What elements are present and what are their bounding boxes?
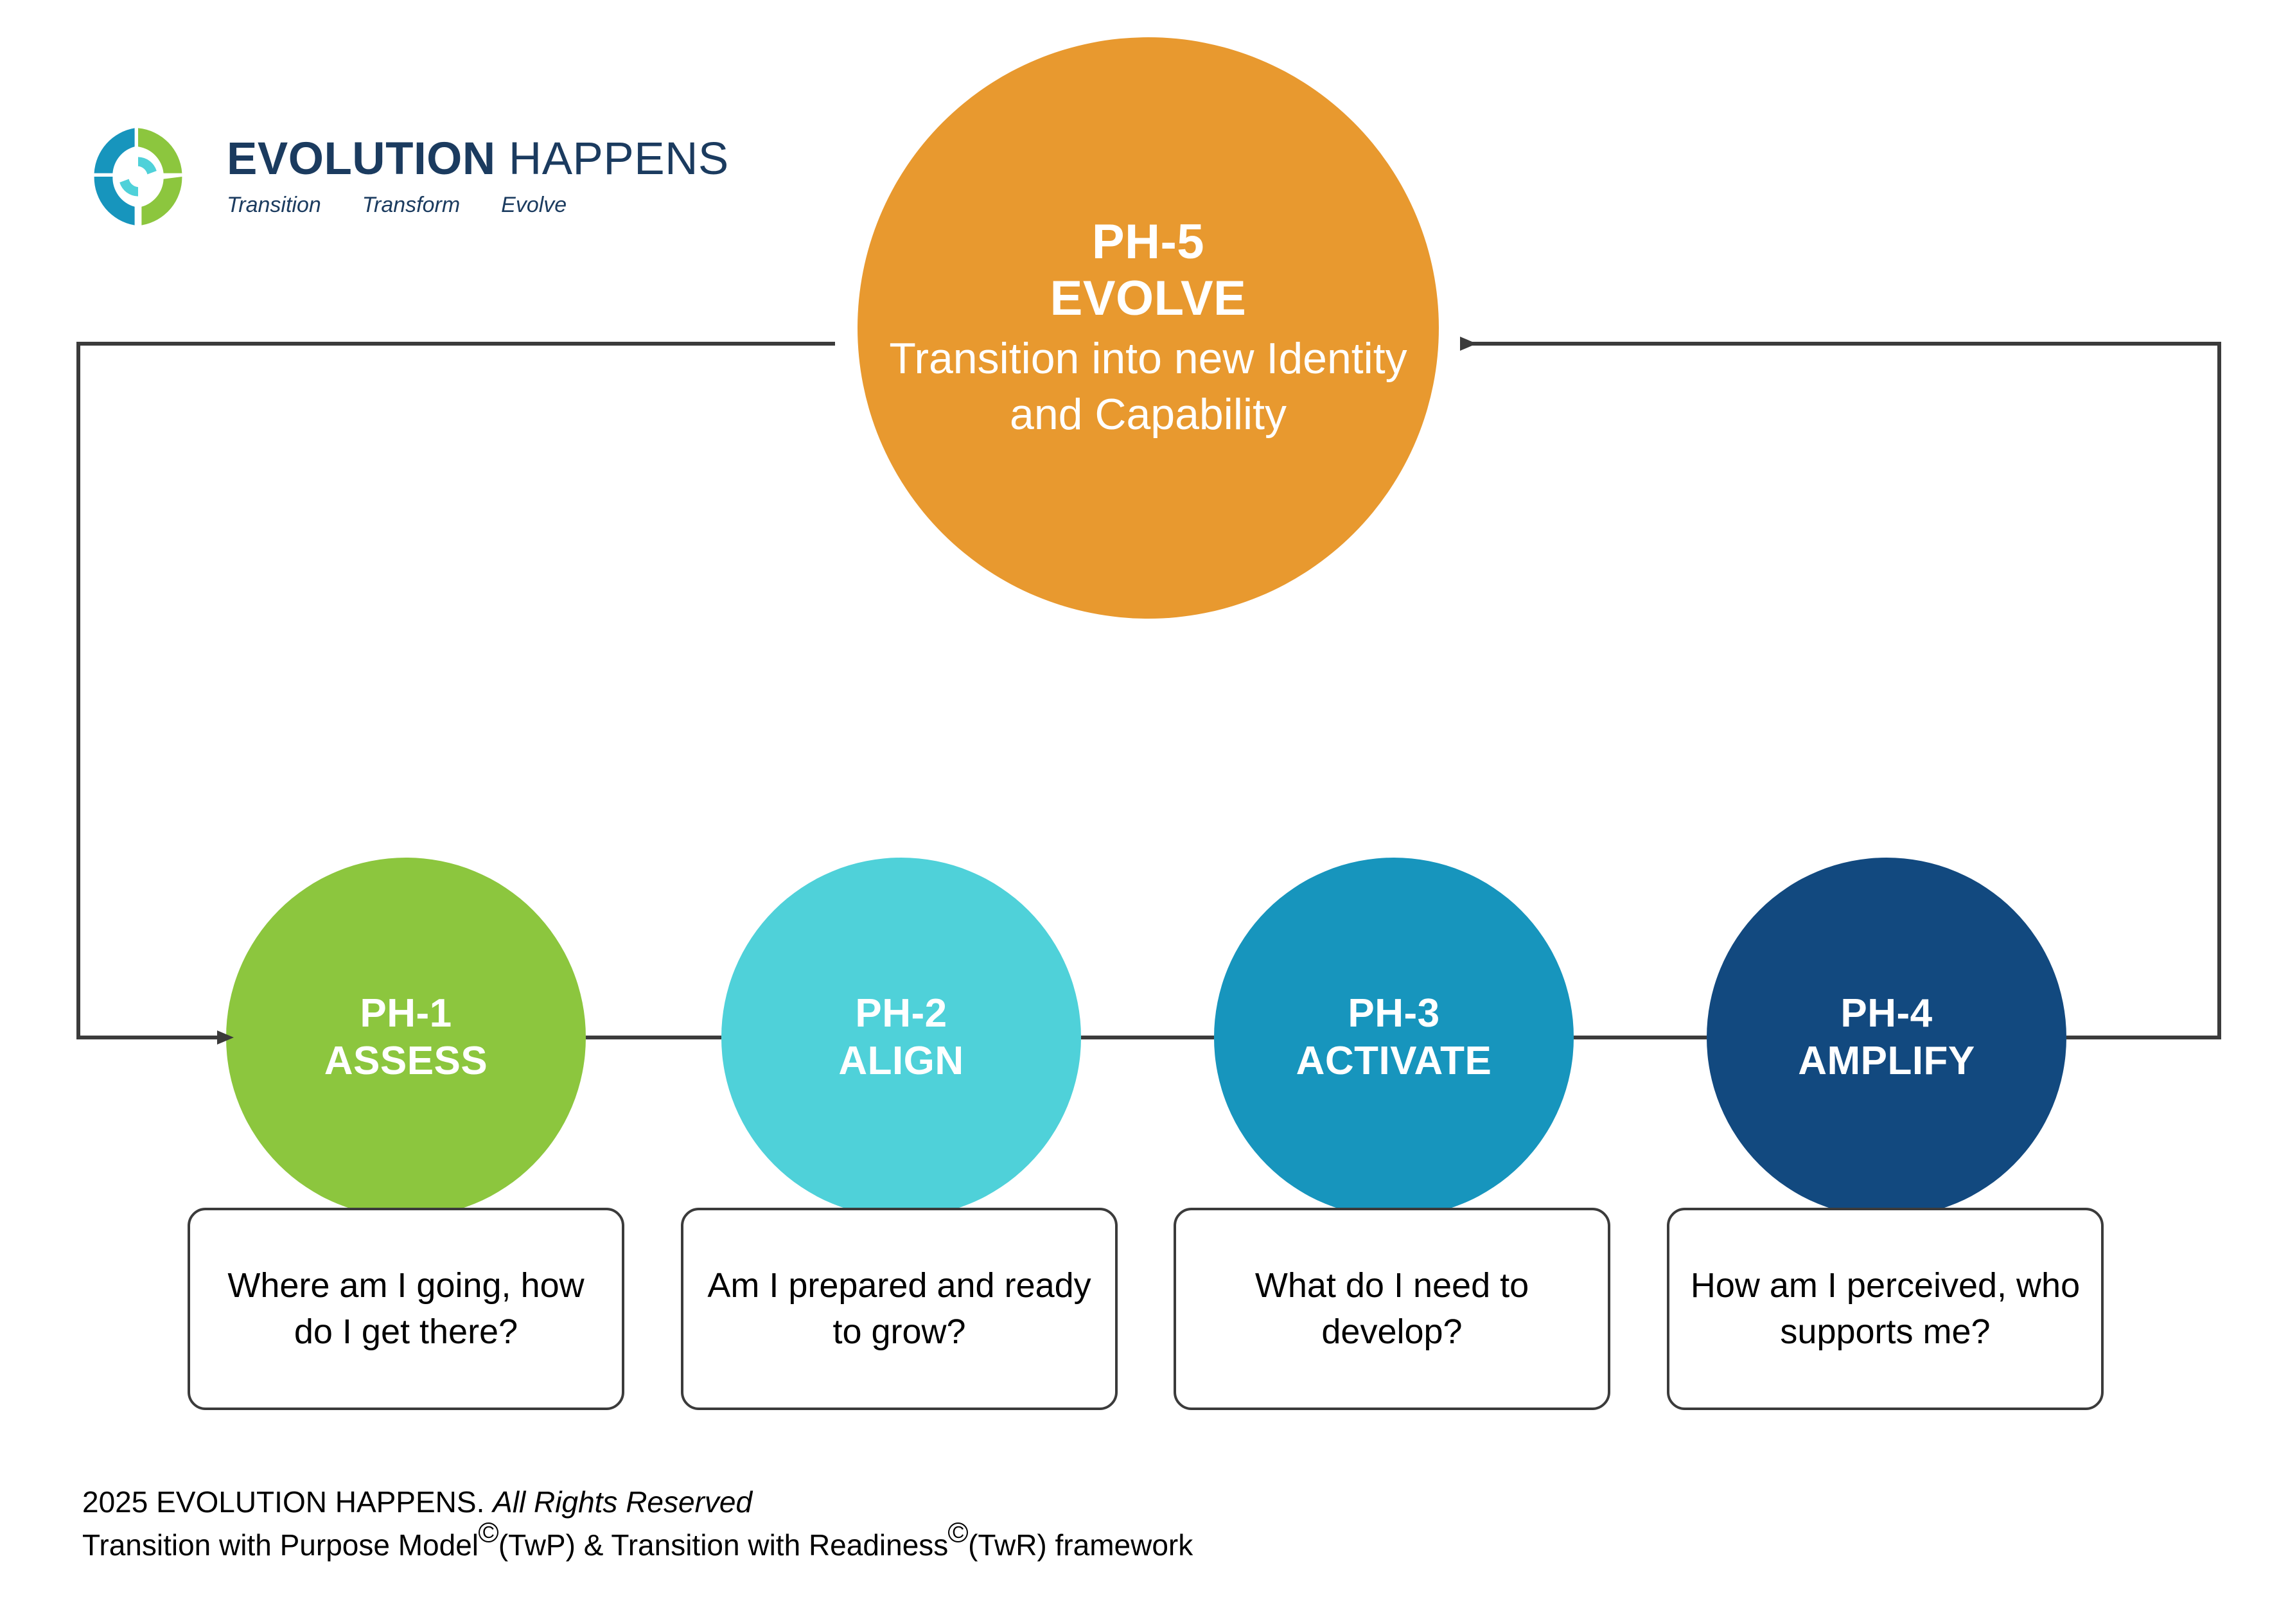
tagline-word-evolve: Evolve — [501, 192, 567, 217]
phase-code-ph1: PH-1 — [360, 991, 452, 1036]
phase-question-ph2: Am I prepared and ready to grow? — [681, 1208, 1118, 1410]
phase-name-ph2: ALIGN — [838, 1039, 964, 1083]
phase-name-ph3: ACTIVATE — [1296, 1039, 1492, 1083]
phase-name-ph5: EVOLVE — [1050, 271, 1247, 326]
footer-framework-part-c: (TwR) framework — [968, 1528, 1193, 1562]
phase-code-ph5: PH-5 — [1091, 214, 1205, 269]
brand-title-light: HAPPENS — [508, 134, 729, 185]
tagline-word-transition: Transition — [227, 192, 321, 217]
phase-code-ph3: PH-3 — [1348, 991, 1440, 1036]
footer-copyright-text: 2025 EVOLUTION HAPPENS. — [82, 1485, 493, 1519]
phase-name-ph1: ASSESS — [324, 1039, 488, 1083]
phase-code-ph4: PH-4 — [1840, 991, 1933, 1036]
phase-description-ph5: Transition into new Identity and Capability — [889, 334, 1407, 439]
footer-rights-text: All Rights Reserved — [493, 1485, 753, 1519]
copyright-mark-2: C — [948, 1522, 968, 1542]
footer-framework-part-a: Transition with Purpose Model — [82, 1528, 479, 1562]
phase-code-ph2: PH-2 — [855, 991, 947, 1036]
tagline-word-transform: Transform — [362, 192, 461, 217]
phase-name-ph4: AMPLIFY — [1798, 1039, 1975, 1083]
phase-question-ph1: Where am I going, how do I get there? — [188, 1208, 624, 1410]
phase-question-ph4: How am I perceived, who supports me? — [1667, 1208, 2104, 1410]
copyright-mark-1: C — [479, 1522, 498, 1542]
footer-framework-part-b: (TwP) & Transition with Readiness — [498, 1528, 949, 1562]
brand-title-bold: EVOLUTION — [227, 134, 496, 185]
phase-question-ph3: What do I need to develop? — [1174, 1208, 1610, 1410]
